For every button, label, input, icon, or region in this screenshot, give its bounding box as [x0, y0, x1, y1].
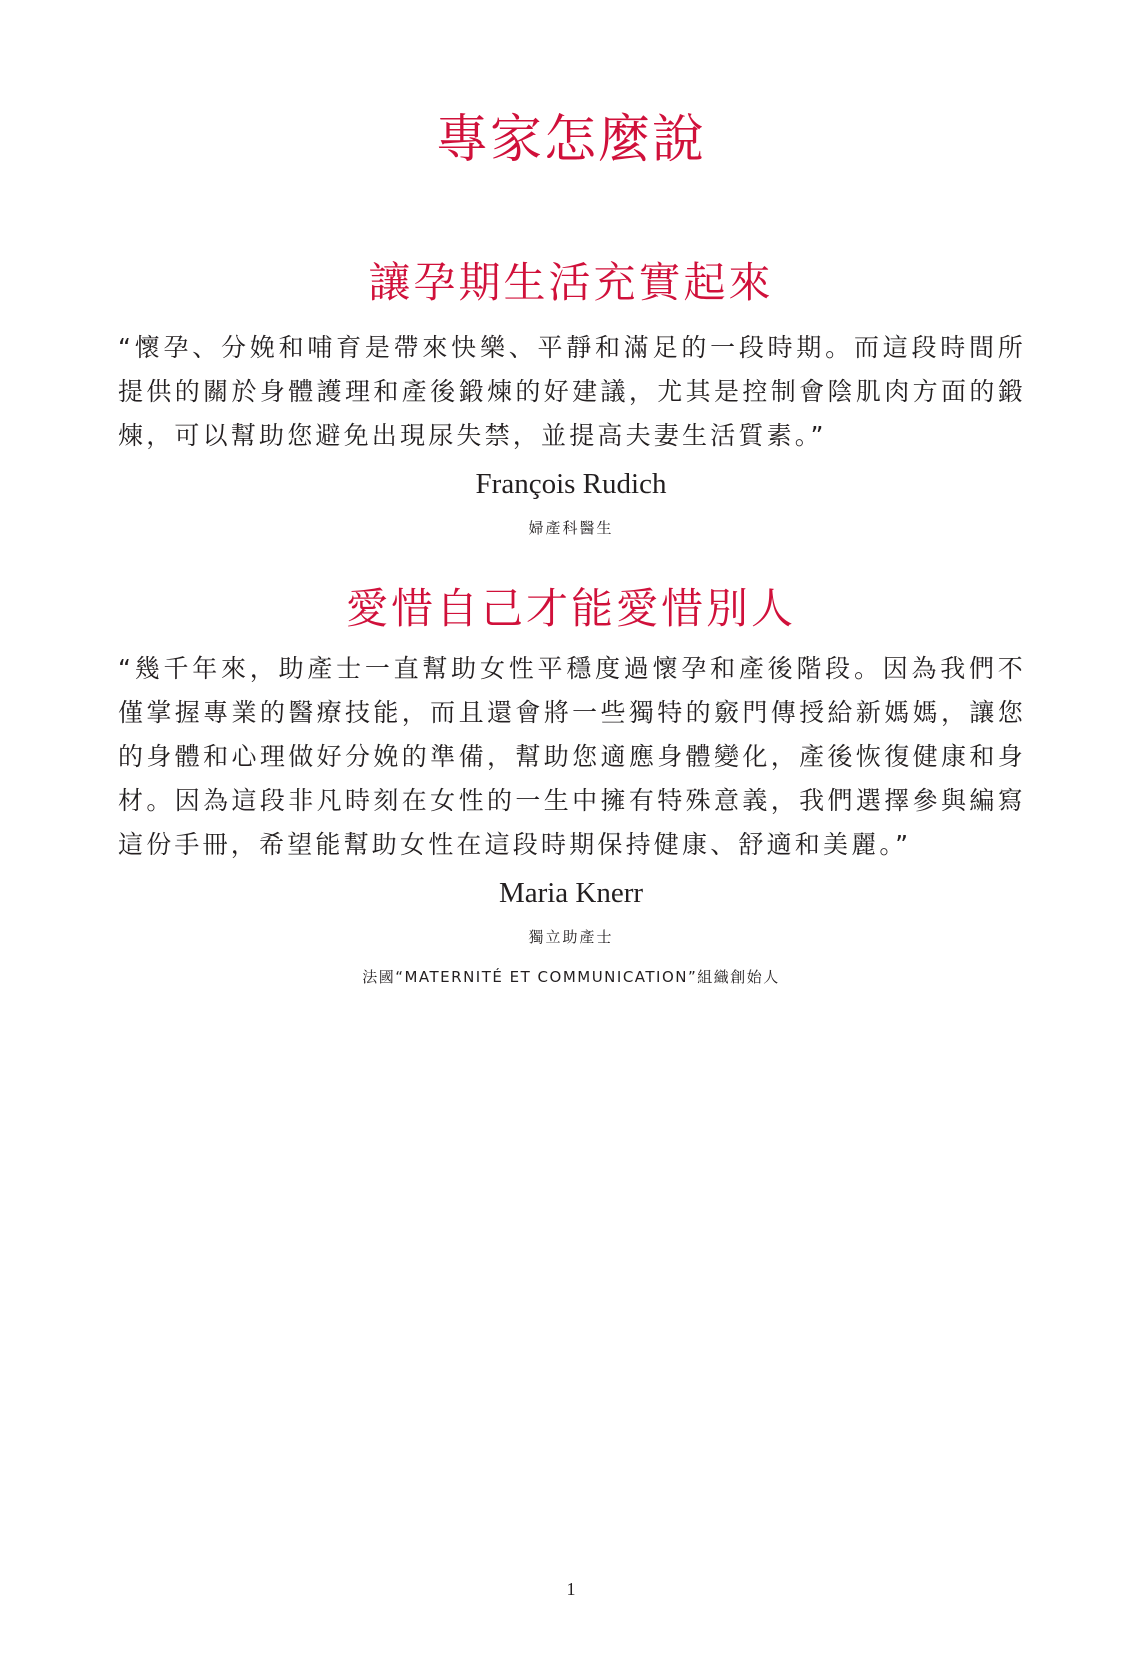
- expert-quote-1: “懷孕、分娩和哺育是帶來快樂、平靜和滿足的一段時期。而這段時間所提供的關於身體護理和產後鍛煉的好建議，尤其是控制會陰肌肉方面的鍛煉，可以幫助您避免出現尿失禁，並提高夫妻生活質素。”: [118, 333, 1026, 450]
- page-number: 1: [566, 1579, 576, 1599]
- page-title: 專家怎麼說: [435, 110, 706, 170]
- author-role-2: 獨立助產士: [528, 928, 614, 946]
- author-name-2: Maria Knerr: [498, 877, 644, 909]
- section-heading-1: 讓孕期生活充實起來: [368, 258, 774, 307]
- section-heading-2: 愛惜自己才能愛惜別人: [345, 584, 796, 633]
- author-name-1: François Rudich: [475, 468, 667, 500]
- expert-quote-2: “幾千年來，助產士一直幫助女性平穩度過懷孕和產後階段。因為我們不僅掌握專業的醫療技能，而且還會將一些獨特的竅門傳授給新媽媽，讓您的身體和心理做好分娩的準備，幫助您適應身體變化，產後恢復健康和身材。因為這段非凡時刻在女性的一生中擁有特殊意義，我們選擇參與編寫這份手冊，希望能幫助女性在這段時期保持健康、舒適和美麗。”: [118, 654, 1026, 859]
- author-organization-2: 法國“MATERNITÉ ET COMMUNICATION”組織創始人: [362, 968, 780, 986]
- author-role-1: 婦產科醫生: [528, 519, 614, 537]
